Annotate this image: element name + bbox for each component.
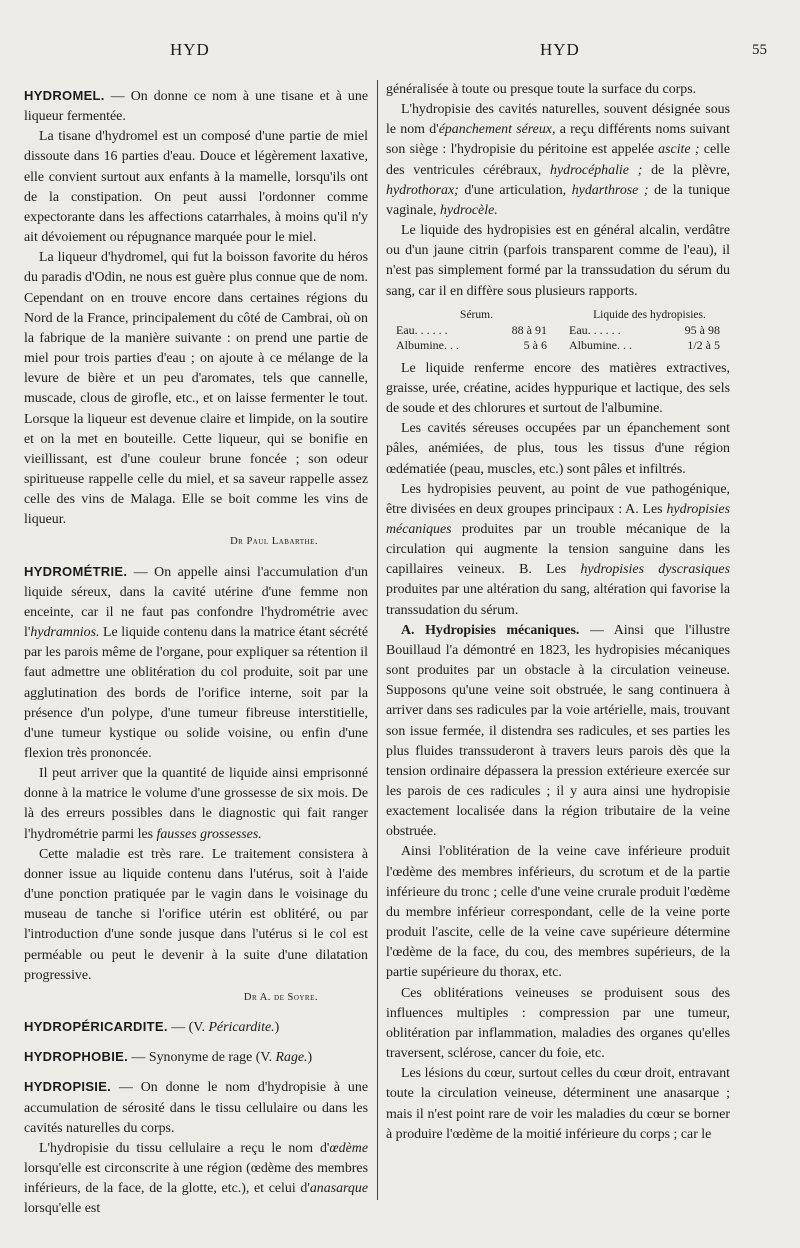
headword-hydropericardite: HYDROPÉRICARDITE. [24,1019,168,1035]
headword-hydrophobie: HYDROPHOBIE. [24,1049,129,1065]
hydropericardite-ref: Péricardite. [208,1020,275,1036]
hydrometrie-paragraph-3: Cette maladie est très rare. Le traitement consistera à donner issue au liquide contenu dans l'utérus, soit à l'aide d'une ponction pratiquée par le vagin dans le voisinage du museau de tanche si l'orifice utérin est oblitéré, ou par l'introduction d'une sonde jusque dans l'utérus si le col est perméable ou peut le devenir à la suite d'une dilatation progressive. [24,846,368,983]
cavites-sereuses-paragraph: Les cavités séreuses occupées par un épanchement sont pâles, anémiées, de plus, tous les tissus d'une région œdématiée (peau, muscles, etc.) sont pâles et infiltrés. [386,421,730,477]
mecaniques-paragraph [386,621,730,843]
signature-labarthe: Dr Paul Labarthe. [230,536,318,548]
table-row [396,338,557,353]
table-row [569,338,730,353]
headword-hydrometrie: HYDROMÉTRIE. [24,563,128,579]
column-divider [377,80,378,1200]
hydrometrie-text-1: — On appelle ainsi l'accumulation d'un liquide séreux, dans la cavité utérine d'une femme non enceinte, car il ne faut pas confondre l'hydrométrie avec l' [24,564,368,641]
mecaniques-text: — Ainsi que l'illustre Bouillaud l'a démontré en 1823, les hydropisies mécaniques sont produites par un obstacle à la circulation veineuse. Supposons qu'une veine soit obstruée, le sang continuera à arriver dans ses radicules par la voie artérielle, mais, trouvant son issue fermée, il distendra ses radicules, et ses parties les plus fluides transsuderont à travers leurs parois dès que la tension ordinaire dépassera la pression extérieure exercée sur les parois de ces radicules ; il y aura ainsi une hydropisie exactement localisée dans la région tributaire de la veine obstruée. [386,622,730,840]
hydrometrie-paragraph-2 [24,764,368,845]
hydrometrie-p2-text: Il peut arriver que la quantité de liquide ainsi emprisonné donne à la matrice le volume d'une grossesse de six mois. De là des erreurs possibles dans le diagnostic qui fait ranger l'hydrométrie parmi les [24,766,368,842]
italic-epanchement: épanchement séreux, [438,122,556,138]
table-cell: Eau. . . . . . [569,322,621,337]
cavites-text-f: de la tunique vaginale, [386,182,730,218]
entry-hydrometrie [24,562,368,765]
hydrometrie-signature [24,988,368,1008]
table-cell: Albumine. . . [396,337,459,352]
hydropisie-definition: — On donne le nom d'hydropisie à une accumulation de sérosité dans le tissu cellulaire ou dans les cavités naturelles du corps. [24,1080,368,1136]
hydromel-paragraph-3: La liqueur d'hydromel, qui fut la boisson favorite du héros du paradis d'Odin, ne nous est guère plus connue que de nom. Cependant on en trouve encore dans certaines régions du Nord de la France, principalement du côté de Cambrai, où on la fabrique de la manière suivante : on prend une partie de miel pour trois parties d'eau ; on ajoute à ce mélange de la levure de bière et un peu d'aromates, tels que cannelle, muscade, clous de girofle, etc., et on laisse fermenter le tout. Lorsque la liqueur est devenue claire et limpide, on la soutire et on la met en bouteille. Cette liqueur, qui se bonifie en vieillissant, est d'une couleur brune foncée ; son odeur spiritueuse rappelle celle du miel, et sa saveur rappelle assez celle des vins de Malaga. Elle se boit comme les vins de liqueur. [24,250,368,528]
groupes-text-b: produites par un trouble mécanique de la circulation qui augmente la tension sanguine dans les capillaires veineux. B. Les [386,521,730,578]
italic-hydrocephalie: hydrocéphalie ; [550,162,643,178]
entry-hydropericardite [24,1017,368,1038]
liquide-paragraph: Le liquide des hydropisies est en général alcalin, verdâtre ou d'un jaune citrin (parfois transparent comme de l'eau), il n'est pas simplement formé par la transsudation du sérum du sang, car il en diffère sous plusieurs rapports. [386,223,730,299]
table-cell: 1/2 à 5 [687,337,720,352]
table-row [396,323,557,338]
table-cell: Eau. . . . . . [396,322,448,337]
cavites-text-b: a reçu différents noms suivant son siège : l'hydropisie du péritoine est appelée [386,122,730,158]
right-column [386,80,730,1230]
entry-hydromel [24,86,368,127]
hydromel-signature [24,532,368,552]
italic-hydrothorax: hydrothorax; [386,182,459,198]
cavites-text-c: celle des ventricules cérébraux, [386,142,730,178]
hydrometrie-text-2: Le liquide contenu dans la matrice étant sécrété par les parois même de l'organe, pour expliquer sa rétention il faut admettre une oblitération du col produite, soit par une agglutination des bords de l'orifice interne, soit par la présence d'un polype, d'une tumeur fibreuse interstitielle, d'une tumeur kystique ou solide voisine, ou enfin d'une flexion très prononcée. [24,625,368,761]
hydropisie-p2-c: lorsqu'elle est [24,1201,101,1217]
cavites-text-d: de la plèvre, [642,162,730,178]
italic-hydarthrose: hydarthrose ; [571,182,649,198]
hydrophobie-end: ) [307,1050,313,1066]
signature-soyre: Dr A. de Soyre. [243,991,318,1003]
entry-hydropisie [24,1077,368,1138]
hydrophobie-text: — Synonyme de rage (V. [128,1050,276,1066]
hydromel-paragraph-2: La tisane d'hydromel est un composé d'une partie de miel dissoute dans 16 parties d'eau. Douce et légèrement laxative, elle convient surtout aux enfants à la mamelle, lorsqu'ils ont de la constipation. On peut aussi l'ordonner comme expectorante dans les affections catarrhales, à moins qu'il n'y ait dévoiement ou répugnance marquée pour le miel. [24,129,368,246]
hydromel-definition: — On donne ce nom à une tisane et à une liqueur fermentée. [24,89,368,125]
italic-hydrocele: hydrocèle. [440,202,498,218]
groupes-paragraph [386,480,730,621]
running-head-right: HYD [540,40,580,59]
left-column [24,80,368,1230]
influences-paragraph: Ces oblitérations veineuses se produisent sous des influences multiples : compression par une tumeur, oblitération par inflammation, maladies des organes qu'elles traversent, sclérose, cancer du foie, etc. [386,985,730,1062]
groupes-text-a: Les hydropisies peuvent, au point de vue pathogénique, être divisées en deux groupes principaux : A. Les [386,481,730,517]
italic-mecaniques: hydropisies mécaniques [386,501,730,537]
headword-hydromel: HYDROMEL. [24,88,105,103]
cavites-text-e: d'une articulation, [458,182,572,198]
matieres-paragraph: Le liquide renferme encore des matières extractives, graisse, urée, créatine, acides hyppurique et lactique, des sels de soude et des chlorures et surtout de l'albumine. [386,360,730,417]
hydropisie-continuation: généralisée à toute ou presque toute la surface du corps. [386,82,697,97]
cavites-text-a: L'hydropisie des cavités naturelles, souvent désignée sous le nom d' [386,102,730,138]
hydrometrie-italic-fausses: fausses grossesses. [156,826,262,842]
italic-anasarque: anasarque [309,1181,368,1197]
hydrophobie-ref: Rage. [275,1050,308,1066]
page-number: 55 [752,42,767,58]
table-cell: Albumine. . . [569,337,632,352]
table-header-serum: Sérum. [460,308,493,321]
table-row [569,323,730,338]
headword-hydropisie: HYDROPISIE. [24,1079,112,1095]
italic-ascite: ascite ; [658,142,700,158]
running-head-left: HYD [170,40,210,59]
italic-oedeme: œdème [329,1140,368,1156]
hydrometrie-italic-hydramnios: hydramnios. [30,625,100,641]
table-cell: 88 à 91 [511,322,547,337]
hydropisie-p2-b: lorsqu'elle est circonscrite à une région (œdème des membres inférieurs, de la face, de la glotte, etc.), et celui d' [24,1160,368,1197]
table-cell: 5 à 6 [523,337,547,352]
table-cell: 95 à 98 [684,322,720,337]
hydropisie-paragraph-2 [24,1139,368,1220]
composition-table [396,308,730,353]
table-header-hydropisies: Liquide des hydropisies. [593,308,706,321]
hydropericardite-end: ) [274,1020,280,1036]
subheading-mecaniques: A. Hydropisies mécaniques. [401,622,580,638]
obliteration-paragraph: Ainsi l'oblitération de la veine cave inférieure produit l'œdème des membres inférieurs, du scrotum et de la partie inférieure du tronc ; celle d'une veine crurale produit l'œdème du membre inférieur correspondant, celle de la veine porte produit l'ascite, celle de la veine cave supérieure détermine l'œdème de la face, du cou, des membres supérieurs, de la partie supérieure du thorax, etc. [386,844,730,981]
hydropisie-p2-a: L'hydropisie du tissu cellulaire a reçu le nom d' [39,1140,330,1156]
coeur-paragraph: Les lésions du cœur, surtout celles du cœur droit, entravant toute la circulation veineuse, déterminent une anasarque ; mais il n'est point rare de voir les maladies du cœur se borner à produire l'œdème de la moitié inférieure du corps ; car le [386,1066,730,1142]
entry-hydrophobie [24,1047,368,1068]
italic-dyscrasiques: hydropisies dyscrasiques [580,562,730,578]
cavites-paragraph [386,100,730,221]
hydropericardite-text: — (V. [167,1020,209,1036]
groupes-text-c: produites par une altération du sang, altération qui favorise la transsudation du sérum. [386,582,730,618]
